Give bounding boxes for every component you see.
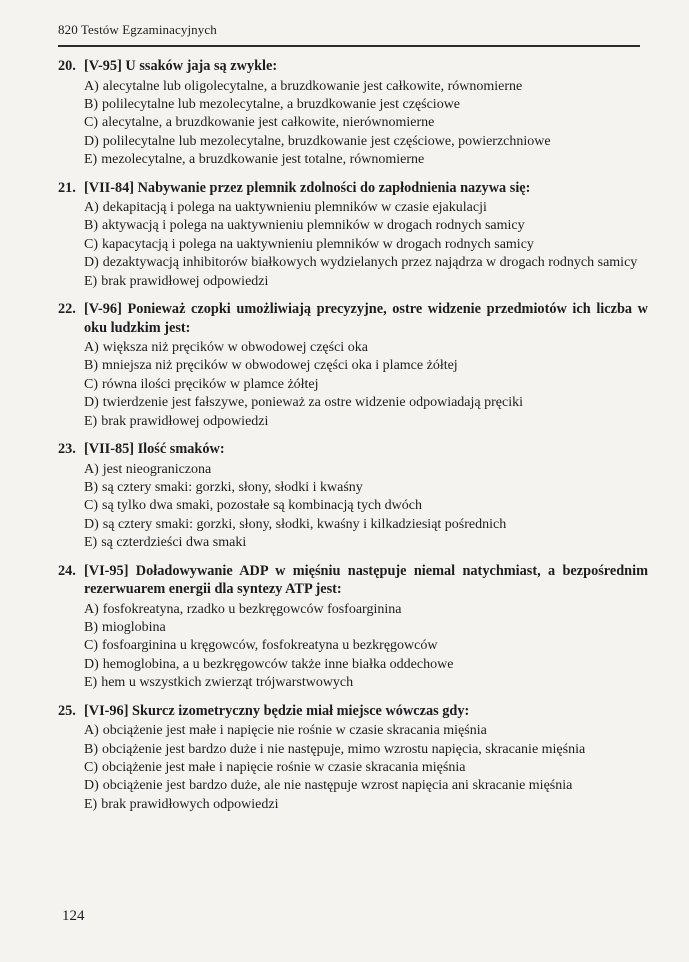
answer-list [58,199,648,291]
page-number: 124 [62,908,85,924]
question-list [58,57,648,823]
question-stem: [V-95] U ssaków jaja są zwykle: [84,58,278,74]
answer-letter: A) [84,461,99,477]
answer-text: dezaktywacją inhibitorów białkowych wydzielanych przez najądrza w drogach rodnych samicy [102,255,638,271]
answer-letter: C) [84,498,98,514]
answer-option [84,199,648,217]
answer-text: polilecytalne lub mezolecytalne, a bruzdkowanie jest częściowe [102,96,461,112]
answer-letter: B) [84,480,98,495]
answer-letter: B) [84,218,98,234]
question-number: 24. [58,562,76,579]
answer-option [84,339,648,357]
answer-option [84,741,648,759]
answer-letter: E) [84,675,98,691]
answer-text: polilecytalne lub mezolecytalne, bruzdkowanie jest częściowe, powierzchniowe [102,133,551,149]
answer-letter: A) [84,723,99,739]
answer-text: są tylko dwa smaki, pozostałe są kombinacją tych dwóch [102,498,422,514]
answer-letter: B) [84,620,98,636]
question-stem: [VI-95] Doładowywanie ADP w mięśniu następuje niemal natychmiast, a bezpośrednim rezerwuarem energii dla syntezy ATP jest: [84,562,648,598]
question-number: 21. [58,179,76,196]
answer-option [84,133,648,151]
answer-option [84,497,648,515]
answer-text: obciążenie jest małe i napięcie nie rośnie w czasie skracania mięśnia [102,723,487,739]
answer-text: fosfokreatyna, rzadko u bezkręgowców fosfoarginina [102,601,402,617]
answer-option [84,217,648,235]
question-stem: [V-96] Ponieważ czopki umożliwiają precyzyjne, ostre widzenie przedmiotów ich liczba w oku ludzkim jest: [84,301,648,336]
answer-option [84,674,648,692]
answer-text: aktywacją i polega na uaktywnieniu plemników w drogach rodnych samicy [102,218,525,234]
answer-text: alecytalne, a bruzdkowanie jest całkowite, nierównomierne [102,115,435,131]
answer-text: alecytalne lub oligolecytalne, a bruzdkowanie jest całkowite, równomierne [102,78,523,94]
answer-list [58,339,648,431]
answer-text: brak prawidłowej odpowiedzi [101,413,269,429]
answer-letter: D) [84,133,99,149]
answer-option [84,96,648,114]
question-header [58,440,648,459]
answer-text: dekapitacją i polega na uaktywnieniu plemników w czasie ejakulacji [102,200,487,216]
answer-option [84,236,648,254]
answer-letter: C) [84,376,98,392]
answer-letter: A) [84,340,99,356]
answer-option [84,394,648,412]
answer-option [84,637,648,655]
answer-text: obciążenie jest bardzo duże i nie następuje, mimo wzrostu napięcia, skracanie mięśnia [102,741,586,757]
answer-list [58,722,648,814]
answer-letter: E) [84,413,98,429]
question-header [58,179,648,198]
question-4 [58,440,648,553]
answer-list [58,78,648,170]
answer-option [84,656,648,674]
answer-option [84,78,648,96]
question-stem: [VII-84] Nabywanie przez plemnik zdolności do zapłodnienia nazywa się: [84,179,531,196]
answer-option [84,796,648,814]
answer-text: równa ilości pręcików w plamce żółtej [102,376,319,392]
answer-option [84,273,648,291]
answer-text: mioglobina [102,620,166,636]
answer-letter: E) [84,152,98,168]
answer-text: większa niż pręcików w obwodowej części oka [102,340,368,356]
question-5 [58,562,648,693]
answer-option [84,722,648,740]
answer-letter: C) [84,638,98,654]
header-rule [58,45,640,47]
answer-text: obciążenie jest małe i napięcie rośnie w czasie skracania mięśnia [102,759,466,775]
answer-letter: D) [84,395,99,411]
answer-text: hem u wszystkich zwierząt trójwarstwowych [101,675,354,691]
answer-text: są cztery smaki: gorzki, słony, słodki i kwaśny [102,480,363,495]
question-3 [58,300,648,431]
question-1 [58,57,648,170]
answer-letter: A) [84,78,99,94]
question-header [58,300,648,337]
answer-option [84,376,648,394]
question-stem: [VI-96] Skurcz izometryczny będzie miał miejsce wówczas gdy: [84,702,470,719]
answer-letter: C) [84,236,98,252]
answer-option [84,357,648,375]
answer-letter: A) [84,601,99,617]
answer-text: hemoglobina, a u bezkręgowców także inne białka oddechowe [102,656,454,672]
answer-option [84,114,648,132]
question-header [58,702,648,721]
answer-letter: B) [84,358,98,374]
answer-text: kapacytacją i polega na uaktywnieniu plemników w drogach rodnych samicy [102,236,534,252]
answer-list [58,461,648,553]
answer-letter: D) [84,255,99,271]
answer-letter: E) [84,796,98,812]
answer-option [84,534,648,552]
answer-option [84,151,648,169]
answer-text: są czterdzieści dwa smaki [101,535,247,551]
answer-text: obciążenie jest bardzo duże, ale nie następuje wzrost napięcia ani skracanie mięśnia [102,778,573,794]
answer-letter: C) [84,759,98,775]
question-number: 20. [58,58,76,74]
answer-letter: B) [84,96,98,112]
answer-list [58,601,648,693]
answer-option [84,759,648,777]
question-stem: [VII-85] Ilość smaków: [84,441,225,458]
answer-letter: C) [84,115,98,131]
answer-option [84,777,648,795]
answer-letter: D) [84,656,99,672]
answer-text: twierdzenie jest fałszywe, ponieważ za ostre widzenie odpowiadają pręciki [102,395,523,411]
answer-text: są cztery smaki: gorzki, słony, słodki, kwaśny i kilkadziesiąt pośrednich [102,516,507,532]
answer-option [84,413,648,431]
answer-letter: B) [84,741,98,757]
question-number: 23. [58,441,76,458]
question-number: 25. [58,702,76,719]
answer-text: brak prawidłowej odpowiedzi [101,273,269,289]
answer-text: fosfoarginina u kręgowców, fosfokreatyna u bezkręgowców [102,638,438,654]
question-header [58,562,648,599]
answer-letter: E) [84,535,98,551]
answer-letter: D) [84,516,99,532]
answer-option [84,619,648,637]
answer-option [84,254,648,272]
answer-option [84,516,648,534]
running-head: 820 Testów Egzaminacyjnych [58,22,217,37]
answer-letter: E) [84,273,98,289]
answer-letter: D) [84,778,99,794]
question-6 [58,702,648,815]
answer-text: brak prawidłowych odpowiedzi [101,796,279,812]
answer-option [84,601,648,619]
answer-option [84,461,648,479]
question-header [58,57,648,76]
answer-letter: A) [84,200,99,216]
answer-text: mezolecytalne, a bruzdkowanie jest totalne, równomierne [101,152,425,168]
answer-text: jest nieograniczona [102,461,212,477]
answer-option [84,479,648,497]
question-number: 22. [58,301,76,318]
question-2 [58,179,648,292]
answer-text: mniejsza niż pręcików w obwodowej części oka i plamce żółtej [102,358,458,374]
